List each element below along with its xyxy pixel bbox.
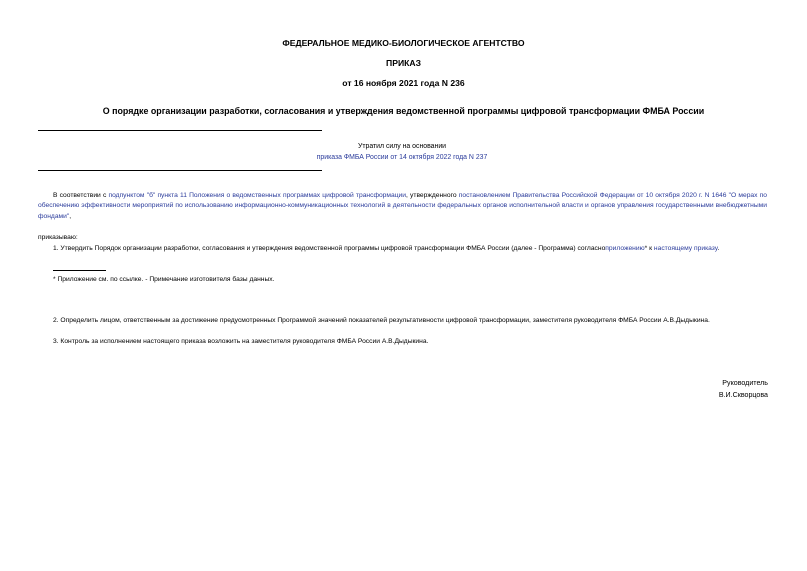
divider-bottom bbox=[38, 170, 322, 171]
document-date: от 16 ноября 2021 года N 236 bbox=[342, 78, 465, 88]
item-1-text-3: . bbox=[717, 245, 720, 252]
preamble-paragraph bbox=[38, 191, 767, 222]
status-note bbox=[282, 143, 522, 161]
order-word: приказываю: bbox=[38, 234, 78, 241]
signatory-name: В.И.Скворцова bbox=[718, 390, 768, 399]
item-1-text-2: к bbox=[647, 245, 654, 252]
this-order-link[interactable]: настоящему приказу bbox=[653, 245, 718, 252]
item-1-text: 1. Утвердить Порядок организации разработки, согласования и утверждения ведомственной программы цифровой трансформации ФМБА России (далее - Программа) согласно bbox=[53, 245, 606, 252]
status-note-text: Утратил силу на основании bbox=[357, 143, 447, 150]
preamble-text-1: В соответствии с bbox=[53, 192, 109, 199]
footnote-text: * Приложение см. по ссылке. - Примечание изготовителя базы данных. bbox=[53, 276, 275, 283]
document-title: О порядке организации разработки, согласования и утверждения ведомственной программы цифровой трансформации ФМБА России bbox=[102, 106, 705, 116]
preamble-text-2: , утвержденного bbox=[406, 192, 459, 199]
footnote-divider bbox=[53, 270, 106, 271]
agency-name: ФЕДЕРАЛЬНОЕ МЕДИКО-БИОЛОГИЧЕСКОЕ АГЕНТСТВО bbox=[282, 38, 525, 48]
item-2: 2. Определить лицом, ответственным за достижение предусмотренных Программой значений показателей результативности цифровой трансформации, заместителя руководителя ФМБА России А.В.Дыдыкина. bbox=[53, 317, 710, 324]
appendix-link[interactable]: приложению bbox=[605, 245, 645, 252]
signature-block bbox=[568, 378, 768, 401]
footnote-star: * bbox=[644, 245, 648, 252]
government-decree-link[interactable]: постановлением Правительства Российской Федерации от 10 октября 2020 г. N 1646 "О мерах по обеспечению эффективности мероприятий по использованию информационно-коммуникационных технологий в деятельности федеральных органов исполнительной власти и органов управления государственными внебюджетными фондами" bbox=[38, 192, 767, 220]
document-type: ПРИКАЗ bbox=[386, 58, 421, 68]
divider-top bbox=[38, 130, 322, 131]
preamble-text-3: , bbox=[69, 212, 72, 220]
item-1 bbox=[38, 244, 767, 254]
item-3: 3. Контроль за исполнением настоящего приказа возложить на заместителя руководителя ФМБА России А.В.Дыдыкина. bbox=[53, 338, 429, 345]
regulation-link[interactable]: подпунктом "б" пункта 11 Положения о ведомственных программах цифровой трансформации bbox=[108, 192, 407, 199]
signatory-position: Руководитель bbox=[722, 379, 768, 387]
repeal-order-link[interactable]: приказа ФМБА России от 14 октября 2022 года N 237 bbox=[316, 154, 488, 161]
